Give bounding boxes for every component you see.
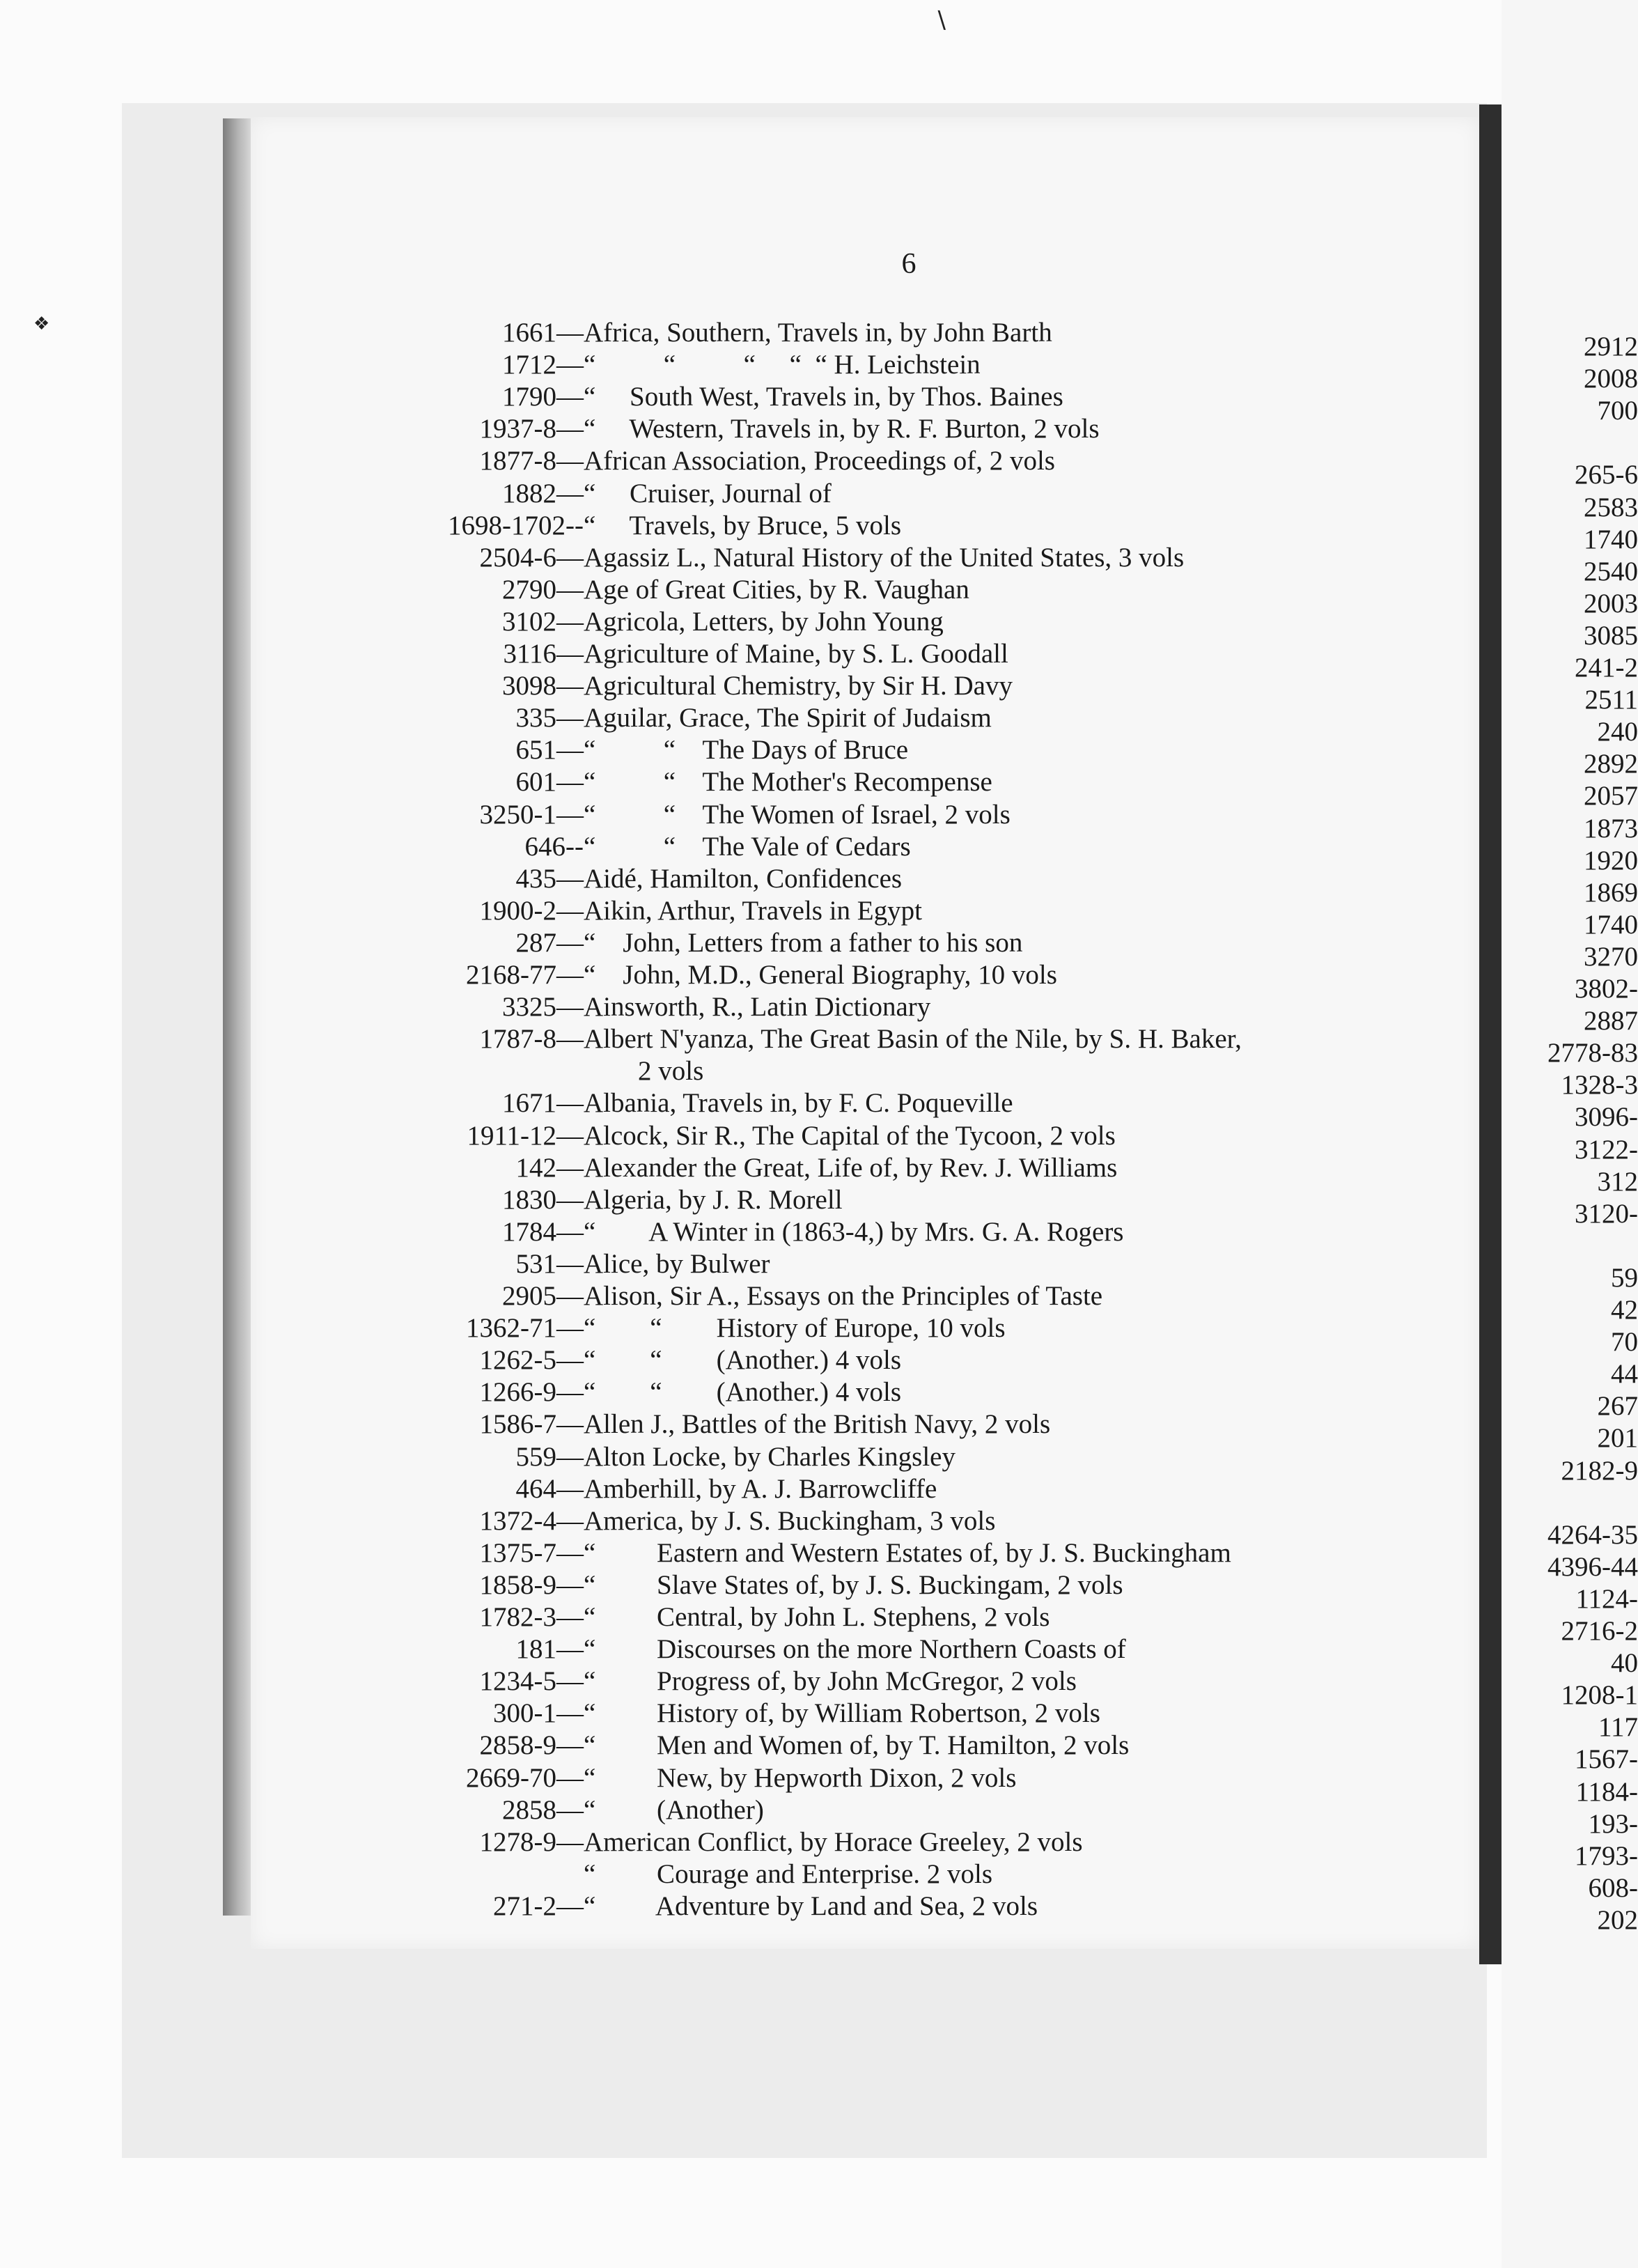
catalog-entry [0,831,1462,863]
entry-number: 1234-5— [479,1666,584,1697]
entry-title: “ (Another) [584,1794,764,1825]
catalog-entry [0,1312,1462,1344]
entry-title: “ “ “ “ “ H. Leichstein [584,350,981,380]
neighbor-page-fragment: 265-6 [1575,460,1638,490]
neighbor-page-fragment: 4396-44 [1547,1551,1638,1582]
neighbor-page-fragment: 241-2 [1575,653,1638,683]
catalog-entry [0,445,1462,477]
entry-number: 3325— [502,992,584,1023]
catalog-entry [0,702,1462,734]
entry-title: Alton Locke, by Charles Kingsley [584,1441,956,1472]
catalog-entry [0,1505,1462,1537]
entry-number: 287— [515,927,584,958]
neighbor-page-fragment: 40 [1611,1648,1638,1679]
entry-number: 1911-12— [467,1120,584,1151]
entry-number: 1877-8— [479,446,584,476]
neighbor-page-fragment: 1793- [1575,1840,1638,1871]
entry-number: 3116— [503,639,584,669]
catalog-entry [0,1601,1462,1633]
neighbor-page-fragment: 202 [1597,1904,1638,1935]
entry-number: 1784— [502,1216,584,1247]
catalog-entry [0,895,1462,927]
neighbor-page-fragment: 267 [1597,1391,1638,1422]
neighbor-page-fragment: 2912 [1584,332,1638,362]
catalog-entry [0,1376,1462,1408]
entry-title: “ Central, by John L. Stephens, 2 vols [584,1602,1050,1632]
catalog-entry [0,1087,1462,1119]
entry-title: Albert N'yanza, The Great Basin of the Nile, by S. H. Baker, [584,1024,1242,1055]
book-gutter [1479,104,1502,1964]
entry-number: 2858— [502,1794,584,1825]
neighbor-page-fragment: 2887 [1584,1006,1638,1036]
entry-title: Age of Great Cities, by R. Vaughan [584,574,969,605]
neighbor-page-fragment: 44 [1611,1359,1638,1390]
entry-number: 1671— [502,1088,584,1119]
catalog-entry [0,478,1462,510]
catalog-entry [0,1473,1462,1505]
entry-number: 300-1— [493,1698,584,1729]
catalog-entry [0,1408,1462,1440]
entry-title: “ Slave States of, by J. S. Buckingam, 2 vols [584,1569,1123,1600]
entry-title: 2 vols [584,1056,704,1087]
catalog-entry [0,991,1462,1023]
catalog-entry [0,1698,1462,1730]
entry-title: “ History of, by William Robertson, 2 vols [584,1698,1100,1729]
neighbor-page-fragment: 70 [1611,1327,1638,1358]
entry-title: American Conflict, by Horace Greeley, 2 vols [584,1826,1083,1857]
catalog-entry [0,1248,1462,1280]
catalog-entry [0,1794,1462,1826]
catalog-entry [0,606,1462,638]
neighbor-page-fragment: 4264-35 [1547,1519,1638,1550]
catalog-entry [0,1344,1462,1376]
neighbor-page-fragment: 700 [1597,396,1638,426]
entry-title: Allen J., Battles of the British Navy, 2 vols [584,1409,1051,1440]
catalog-entry [0,1120,1462,1152]
entry-title: “ “ The Mother's Recompense [584,767,992,798]
entry-title: “ Travels, by Bruce, 5 vols [584,510,902,541]
neighbor-page-fragment: 2182-9 [1561,1455,1638,1486]
neighbor-page-fragment: 1567- [1575,1744,1638,1775]
entry-number: 1375-7— [479,1537,584,1568]
neighbor-page-fragment: 2003 [1584,588,1638,619]
neighbor-page-fragment: 42 [1611,1295,1638,1325]
catalog-entry [0,1890,1462,1923]
neighbor-page-fragment: 201 [1597,1423,1638,1454]
entry-title: “ New, by Hepworth Dixon, 2 vols [584,1762,1017,1793]
entry-number: 1278-9— [479,1826,584,1857]
entry-number: 142— [515,1152,584,1183]
catalog-entry [0,1730,1462,1762]
neighbor-page-fragment: 1873 [1584,813,1638,844]
entry-title: Africa, Southern, Travels in, by John Barth [584,318,1052,348]
neighbor-page-fragment: 3122- [1575,1134,1638,1165]
entry-number: 1262-5— [479,1345,584,1376]
catalog-entry [0,766,1462,798]
entry-title: “ “ The Days of Bruce [584,735,909,766]
entry-title: “ A Winter in (1863-4,) by Mrs. G. A. Rogers [584,1216,1124,1247]
neighbor-page-fragment: 2778-83 [1547,1038,1638,1069]
entry-title: Aidé, Hamilton, Confidences [584,863,903,894]
entry-number: 1712— [502,350,584,380]
entry-number: 2504-6— [479,542,584,573]
neighbor-page-fragment: 3120- [1575,1198,1638,1229]
entry-number: 646-- [524,831,584,862]
neighbor-page-fragment: 2892 [1584,749,1638,779]
entry-title: Agassiz L., Natural History of the United States, 3 vols [584,542,1185,573]
entry-number: 1698-1702-- [448,510,584,541]
neighbor-page-fragment: 608- [1588,1872,1638,1903]
catalog-entry [0,1055,1462,1087]
catalog-entry [0,1633,1462,1665]
catalog-entry [0,542,1462,574]
entry-number: 1900-2— [479,895,584,926]
entry-number: 1858-9— [479,1569,584,1600]
entry-number: 1787-8— [479,1024,584,1055]
neighbor-page-fragment: 2716-2 [1561,1616,1638,1646]
catalog-entry [0,1665,1462,1698]
catalog-entry [0,381,1462,413]
entry-number: 1782-3— [479,1602,584,1632]
entry-title: Alice, by Bulwer [584,1248,770,1279]
entry-number: 3102— [502,606,584,637]
neighbor-page-fragment: 117 [1598,1712,1638,1743]
entry-title: Agricultural Chemistry, by Sir H. Davy [584,671,1013,701]
entry-title: “ “ The Women of Israel, 2 vols [584,799,1011,830]
entry-number: 2790— [502,574,584,605]
catalog-entry [0,1569,1462,1601]
entry-number: 1372-4— [479,1505,584,1536]
entry-title: “ Courage and Enterprise. 2 vols [584,1858,993,1889]
entry-number: 435— [515,863,584,894]
scan-mark-top: ∖ [933,7,949,35]
entry-number: 1830— [502,1184,584,1215]
entry-title: “ John, Letters from a father to his son [584,927,1023,958]
catalog-entry [0,959,1462,991]
entry-title: “ John, M.D., General Biography, 10 vols [584,960,1057,990]
entry-title: “ “ (Another.) 4 vols [584,1345,902,1376]
entry-number: 464— [515,1473,584,1504]
entry-number: 3098— [502,671,584,701]
entry-title: “ “ History of Europe, 10 vols [584,1313,1006,1344]
entry-title: “ Men and Women of, by T. Hamilton, 2 vols [584,1730,1130,1761]
entry-title: “ Progress of, by John McGregor, 2 vols [584,1666,1077,1697]
entry-number: 1790— [502,382,584,412]
entry-number: 181— [515,1634,584,1665]
catalog-entry [0,317,1462,349]
entry-title: Amberhill, by A. J. Barrowcliffe [584,1473,937,1504]
entry-title: “ Adventure by Land and Sea, 2 vols [584,1890,1038,1921]
neighbor-page-fragment: 1740 [1584,909,1638,940]
entry-number: 2669-70— [466,1762,584,1793]
scan-mark-left: ❖ [33,313,50,334]
neighbor-page-fragment: 3802- [1575,974,1638,1004]
neighbor-page-fragment: 2008 [1584,364,1638,394]
neighbor-page-fragment: 2540 [1584,556,1638,587]
entry-number: 1362-71— [466,1313,584,1344]
entry-number: 1882— [502,478,584,508]
catalog-entry [0,638,1462,670]
neighbor-page-fragment: 1124- [1575,1583,1638,1614]
entry-title: Aikin, Arthur, Travels in Egypt [584,895,922,926]
catalog-entry [0,927,1462,959]
catalog-entry [0,1537,1462,1569]
entry-title: African Association, Proceedings of, 2 vols [584,446,1055,476]
catalog-entry [0,734,1462,766]
entry-number: 1937-8— [479,414,584,444]
entry-title: Agricola, Letters, by John Young [584,606,944,637]
neighbor-page-fragment: 1869 [1584,877,1638,908]
neighbor-page-fragment: 240 [1597,717,1638,747]
entry-title: Aguilar, Grace, The Spirit of Judaism [584,703,992,733]
catalog-entry [0,1762,1462,1794]
entry-title: Albania, Travels in, by F. C. Poqueville [584,1088,1013,1119]
neighbor-page-fragment: 2511 [1584,685,1638,715]
entry-title: “ Discourses on the more Northern Coasts of [584,1634,1126,1665]
catalog-entry [0,670,1462,702]
catalog-entry [0,863,1462,895]
entry-number: 601— [515,767,584,798]
entry-title: “ Eastern and Western Estates of, by J. S. Buckingham [584,1537,1231,1568]
neighbor-page-fragment: 3270 [1584,941,1638,972]
neighbor-page-fragment: 1208-1 [1561,1680,1638,1711]
entry-number: 2168-77— [466,960,584,990]
entry-title: “ Cruiser, Journal of [584,478,832,508]
neighbor-page-fragment: 312 [1597,1166,1638,1197]
catalog-entry [0,349,1462,381]
catalog-entry [0,1826,1462,1858]
entry-number: 335— [515,703,584,733]
entry-number: 1266-9— [479,1377,584,1408]
catalog-entry [0,574,1462,606]
entry-title: “ Western, Travels in, by R. F. Burton, 2 vols [584,414,1100,444]
entry-title: Alison, Sir A., Essays on the Principles of Taste [584,1281,1103,1311]
catalog-entry [0,1858,1462,1890]
catalog-entry [0,1216,1462,1248]
catalog-entry [0,1184,1462,1216]
entry-title: “ “ (Another.) 4 vols [584,1377,902,1408]
neighbor-page-fragment: 3096- [1575,1102,1638,1133]
entry-title: Alexander the Great, Life of, by Rev. J. Williams [584,1152,1118,1183]
neighbor-page-fragment: 1184- [1575,1776,1638,1807]
catalog-entry [0,510,1462,542]
catalog-entry [0,1280,1462,1312]
catalog-entry [0,1441,1462,1473]
neighbor-page-fragment: 59 [1611,1262,1638,1293]
entry-title: Ainsworth, R., Latin Dictionary [584,992,931,1023]
neighbor-page [1502,0,1638,2268]
neighbor-page-fragment: 2057 [1584,781,1638,811]
entry-number: 3250-1— [479,799,584,830]
entry-number: 1661— [502,318,584,348]
entry-title: “ “ The Vale of Cedars [584,831,911,862]
entry-number: 559— [515,1441,584,1472]
entry-number: 2905— [502,1281,584,1311]
neighbor-page-fragment: 2583 [1584,492,1638,522]
page-number: 6 [901,248,916,280]
entry-number: 531— [515,1248,584,1279]
neighbor-page-fragment: 1740 [1584,524,1638,554]
neighbor-page-fragment: 3085 [1584,620,1638,651]
neighbor-page-fragment: 193- [1588,1808,1638,1839]
neighbor-page-fragment: 1920 [1584,845,1638,876]
catalog-entry [0,413,1462,445]
catalog-entry [0,1152,1462,1184]
entry-title: Alcock, Sir R., The Capital of the Tycoon, 2 vols [584,1120,1116,1151]
catalog-entry [0,799,1462,831]
entry-number: 271-2— [493,1890,584,1921]
entry-title: “ South West, Travels in, by Thos. Baines [584,382,1063,412]
entry-number: 1586-7— [479,1409,584,1440]
neighbor-page-fragment: 1328-3 [1561,1070,1638,1101]
entry-title: Algeria, by J. R. Morell [584,1184,843,1215]
entry-title: America, by J. S. Buckingham, 3 vols [584,1505,996,1536]
catalog-entry [0,1023,1462,1055]
entry-number: 2858-9— [479,1730,584,1761]
entry-title: Agriculture of Maine, by S. L. Goodall [584,639,1008,669]
entry-number: 651— [515,735,584,766]
